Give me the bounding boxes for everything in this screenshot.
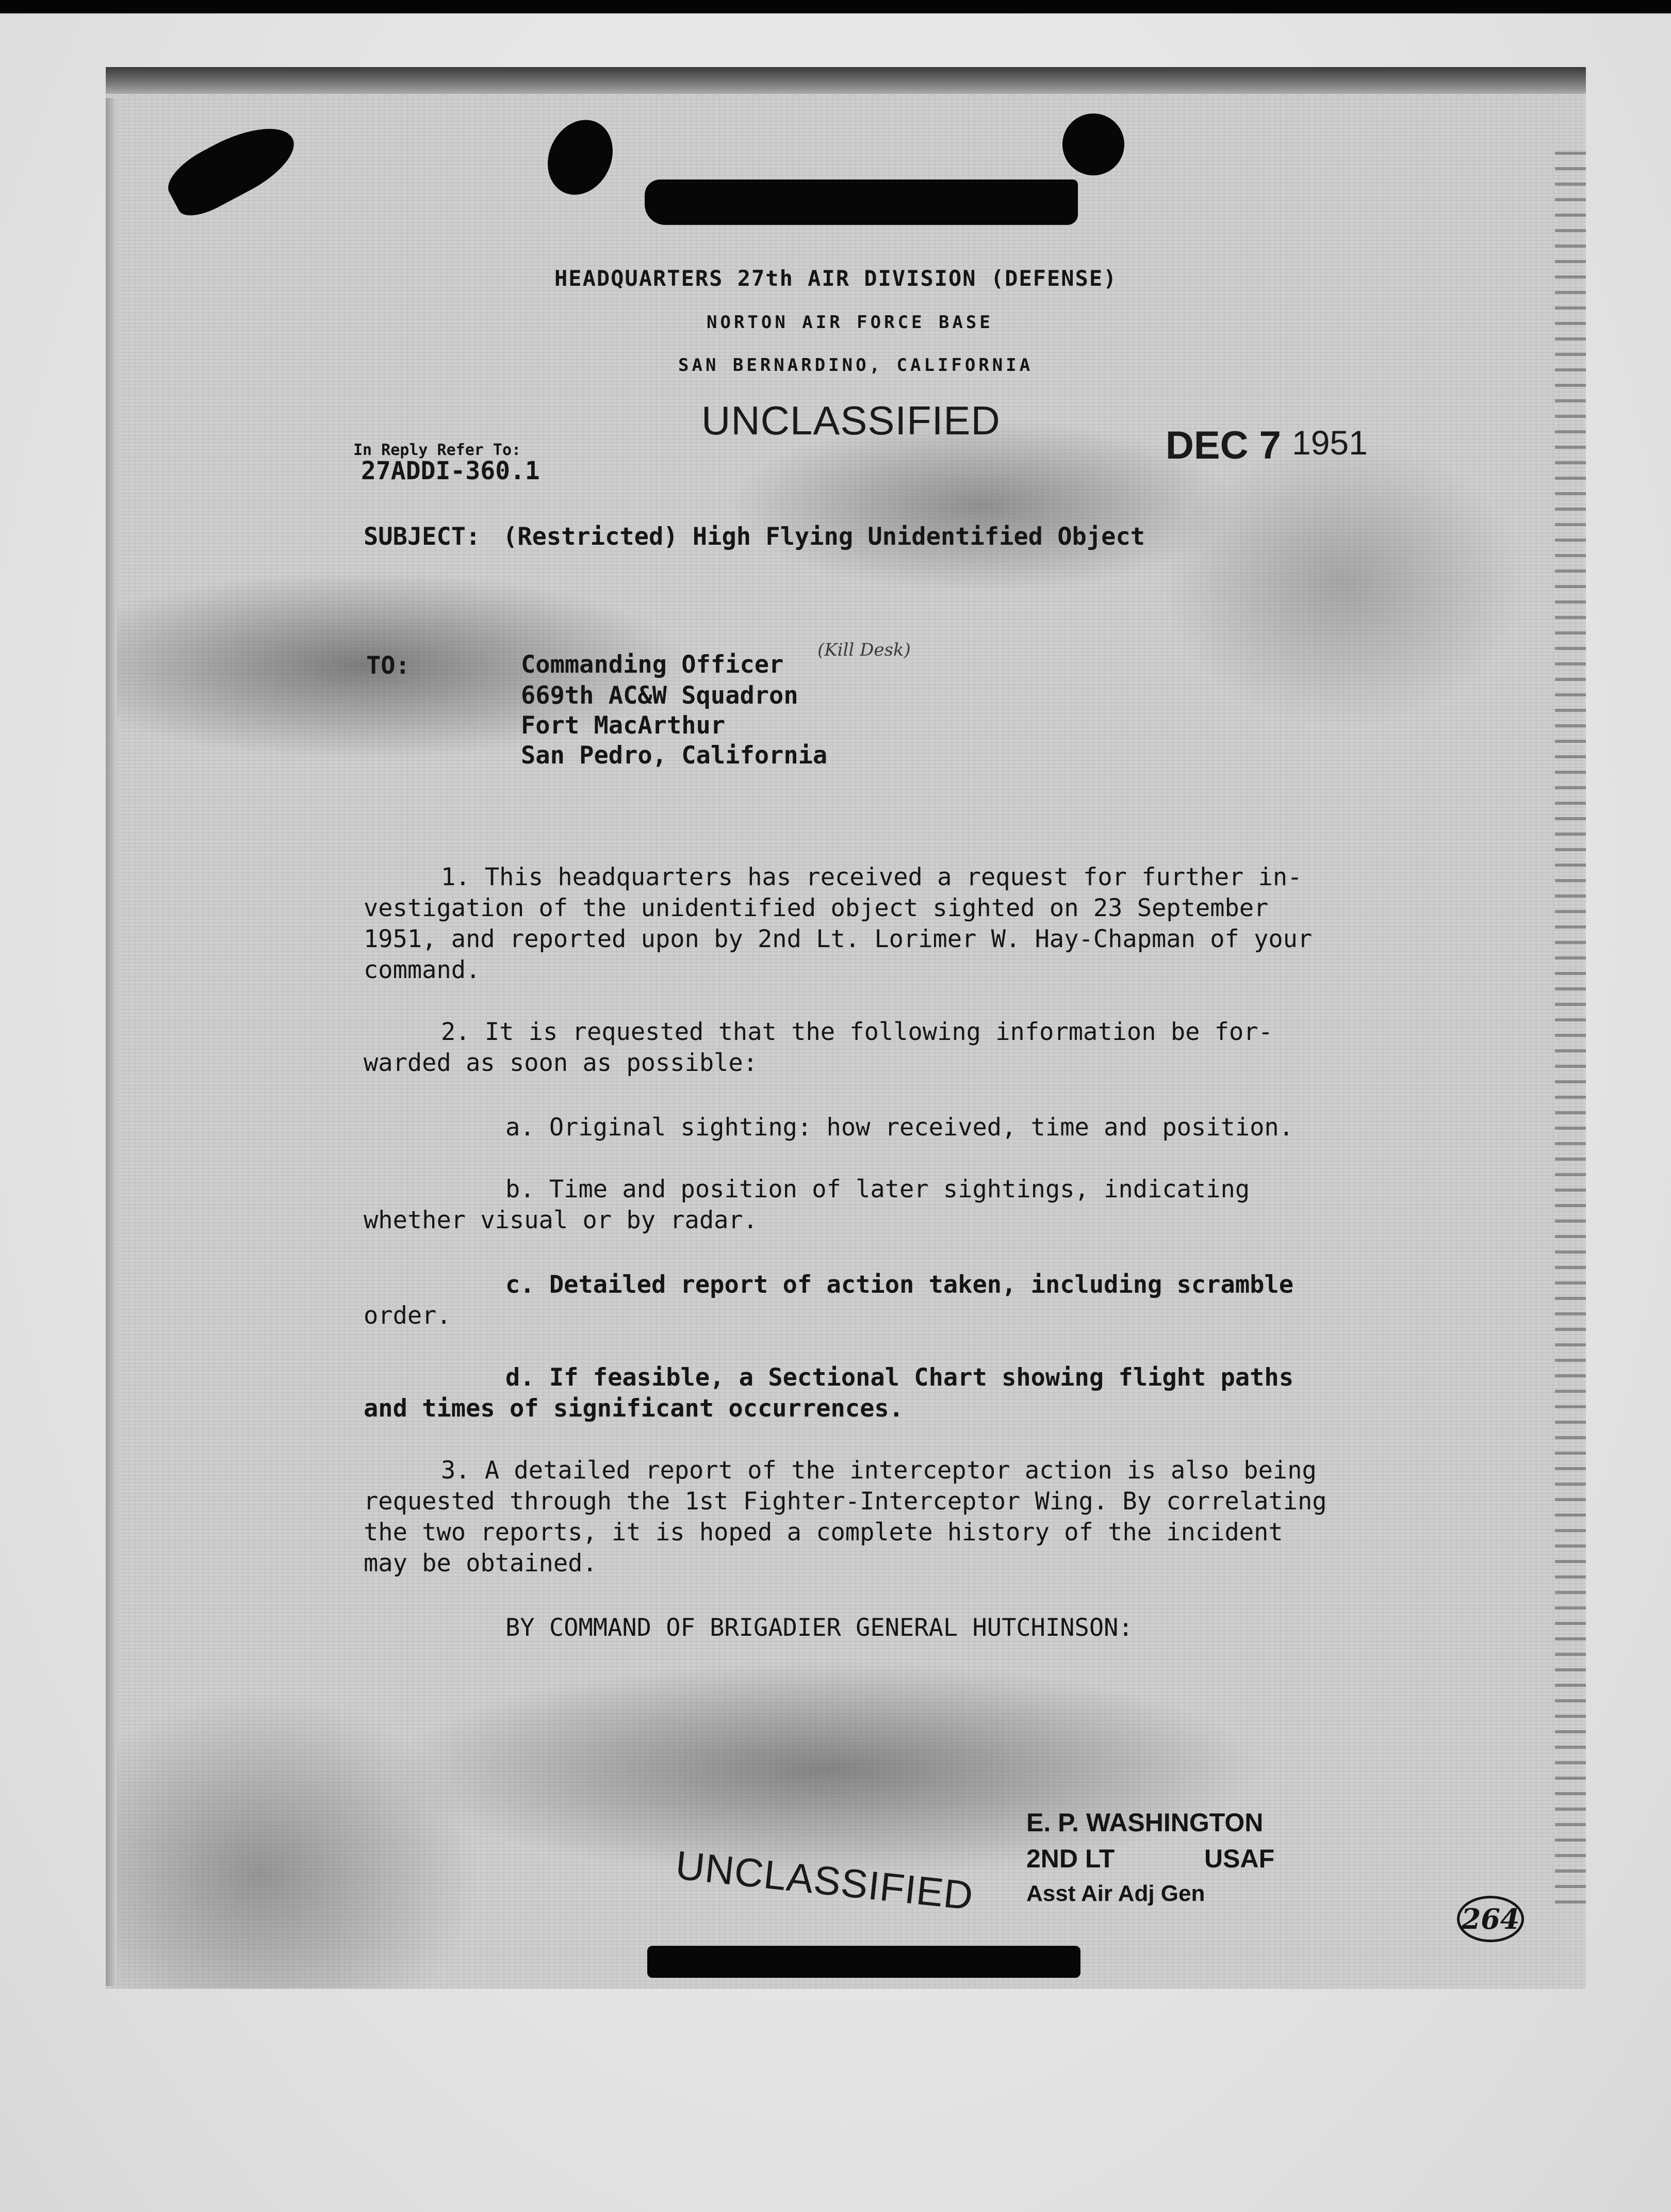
letterhead-line-3: SAN BERNARDINO, CALIFORNIA xyxy=(678,355,1034,376)
to-line-4: San Pedro, California xyxy=(521,741,828,770)
reply-refer-label: In Reply Refer To: xyxy=(353,441,521,459)
signature-title: Asst Air Adj Gen xyxy=(1026,1881,1205,1906)
item-d-line-2: and times of significant occurrences. xyxy=(364,1394,904,1423)
to-label: TO: xyxy=(366,652,410,680)
para-1-line-3: 1951, and reported upon by 2nd Lt. Lorimer W. Hay-Chapman of your xyxy=(364,925,1313,953)
item-d-line-1: d. If feasible, a Sectional Chart showing flight paths xyxy=(505,1363,1294,1392)
signature-rank: 2ND LT xyxy=(1026,1844,1115,1873)
classification-stamp-bottom: UNCLASSIFIED xyxy=(673,1842,976,1919)
document-sheet xyxy=(106,67,1586,1989)
para-3-line-4: may be obtained. xyxy=(364,1549,597,1577)
sheet-left-edge xyxy=(106,98,117,1986)
redaction-bar-bottom xyxy=(647,1946,1080,1978)
redaction-blot-left xyxy=(159,111,304,224)
item-c-line-1: c. Detailed report of action taken, including scramble xyxy=(505,1271,1294,1299)
punch-hole-right xyxy=(1062,113,1124,175)
to-line-1: Commanding Officer xyxy=(521,650,784,679)
page-number: 264 xyxy=(1457,1896,1524,1942)
handwritten-note: (Kill Desk) xyxy=(817,640,911,660)
letterhead-line-1: HEADQUARTERS 27th AIR DIVISION (DEFENSE) xyxy=(554,266,1118,291)
para-3-line-3: the two reports, it is hoped a complete history of the incident xyxy=(364,1518,1283,1547)
sheet-right-edge-marks xyxy=(1555,150,1586,1904)
redaction-bar-top xyxy=(645,180,1078,225)
item-a: a. Original sighting: how received, time and position. xyxy=(505,1113,1294,1142)
command-line: BY COMMAND OF BRIGADIER GENERAL HUTCHINSON: xyxy=(505,1614,1133,1642)
para-2-line-1: 2. It is requested that the following information be for- xyxy=(441,1018,1273,1046)
date-stamp-day: DEC 7 xyxy=(1166,424,1281,467)
para-3-line-1: 3. A detailed report of the interceptor action is also being xyxy=(441,1456,1317,1485)
sheet-top-band xyxy=(106,67,1586,94)
subject-text: (Restricted) High Flying Unidentified Object xyxy=(503,523,1145,551)
photo-top-border xyxy=(0,0,1671,13)
para-1-line-1: 1. This headquarters has received a request for further in- xyxy=(441,863,1302,891)
letterhead-line-2: NORTON AIR FORCE BASE xyxy=(707,312,993,333)
item-c-line-2: order. xyxy=(364,1302,451,1330)
item-b-line-1: b. Time and position of later sightings, indicating xyxy=(505,1175,1250,1203)
reply-refer-code: 27ADDI-360.1 xyxy=(361,457,540,485)
para-1-line-2: vestigation of the unidentified object sighted on 23 September xyxy=(364,894,1269,922)
date-stamp-year: 1951 xyxy=(1292,424,1368,462)
item-b-line-2: whether visual or by radar. xyxy=(364,1206,758,1234)
para-3-line-2: requested through the 1st Fighter-Interceptor Wing. By correlating xyxy=(364,1487,1327,1516)
signature-branch: USAF xyxy=(1204,1844,1275,1873)
signature-name: E. P. WASHINGTON xyxy=(1026,1808,1264,1837)
punch-hole-left xyxy=(536,109,625,206)
to-line-2: 669th AC&W Squadron xyxy=(521,681,798,710)
para-2-line-2: warded as soon as possible: xyxy=(364,1049,758,1077)
classification-stamp-top: UNCLASSIFIED xyxy=(701,398,1001,443)
to-line-3: Fort MacArthur xyxy=(521,711,726,740)
subject-label: SUBJECT: xyxy=(364,523,481,551)
para-1-line-4: command. xyxy=(364,956,481,984)
